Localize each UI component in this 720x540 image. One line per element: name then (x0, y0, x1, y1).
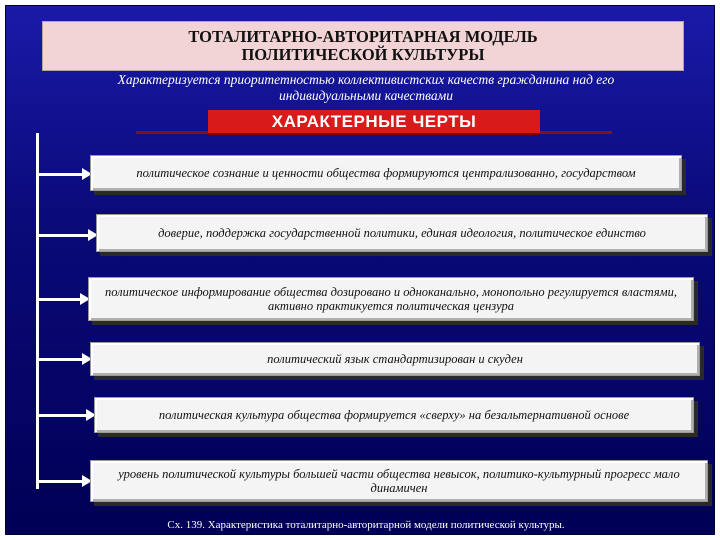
feature-box (94, 397, 694, 433)
title-line-1: ТОТАЛИТАРНО-АВТОРИТАРНАЯ МОДЕЛЬ (188, 27, 538, 46)
feature-box (96, 214, 708, 252)
connector-branch (39, 234, 89, 237)
feature-text: политический язык стандартизирован и скуден (267, 351, 523, 366)
feature-text: политическая культура общества формируется «сверху» на безальтернативной основе (158, 407, 630, 422)
connector-branch (39, 298, 81, 301)
feature-text: уровень политической культуры большей части общества невысок, политико-культурный прогресс мало динамичен (118, 466, 680, 495)
feature-box (90, 155, 682, 191)
connector-branch (39, 173, 83, 176)
subtitle (46, 72, 686, 104)
feature-box (88, 277, 694, 321)
subtitle-line-1: Характеризуется приоритетностью коллективистских качеств гражданина над его (117, 72, 615, 87)
feature-text: доверие, поддержка государственной политики, единая идеология, политическое единство (158, 225, 646, 240)
feature-text: политическое информирование общества дозировано и одноканально, монопольно регулируется властями, активно практикуется политическая цензура (104, 284, 677, 313)
connector-trunk-line (36, 133, 39, 489)
title-line-2: ПОЛИТИЧЕСКОЙ КУЛЬТУРЫ (241, 45, 485, 64)
subtitle-line-2: индивидуальными качествами (278, 88, 454, 103)
figure-caption: Сх. 139. Характеристика тоталитарно-авторитарной модели политической культуры. (167, 519, 565, 531)
connector-branch (39, 480, 83, 483)
feature-text: политическое сознание и ценности общества формируются централизованно, государством (136, 165, 636, 180)
title-box (42, 21, 684, 71)
slide-background (6, 6, 714, 534)
feature-box (90, 460, 708, 502)
features-heading: ХАРАКТЕРНЫЕ ЧЕРТЫ (208, 110, 540, 135)
connector-branch (39, 358, 83, 361)
feature-box (90, 342, 700, 376)
connector-branch (39, 414, 87, 417)
